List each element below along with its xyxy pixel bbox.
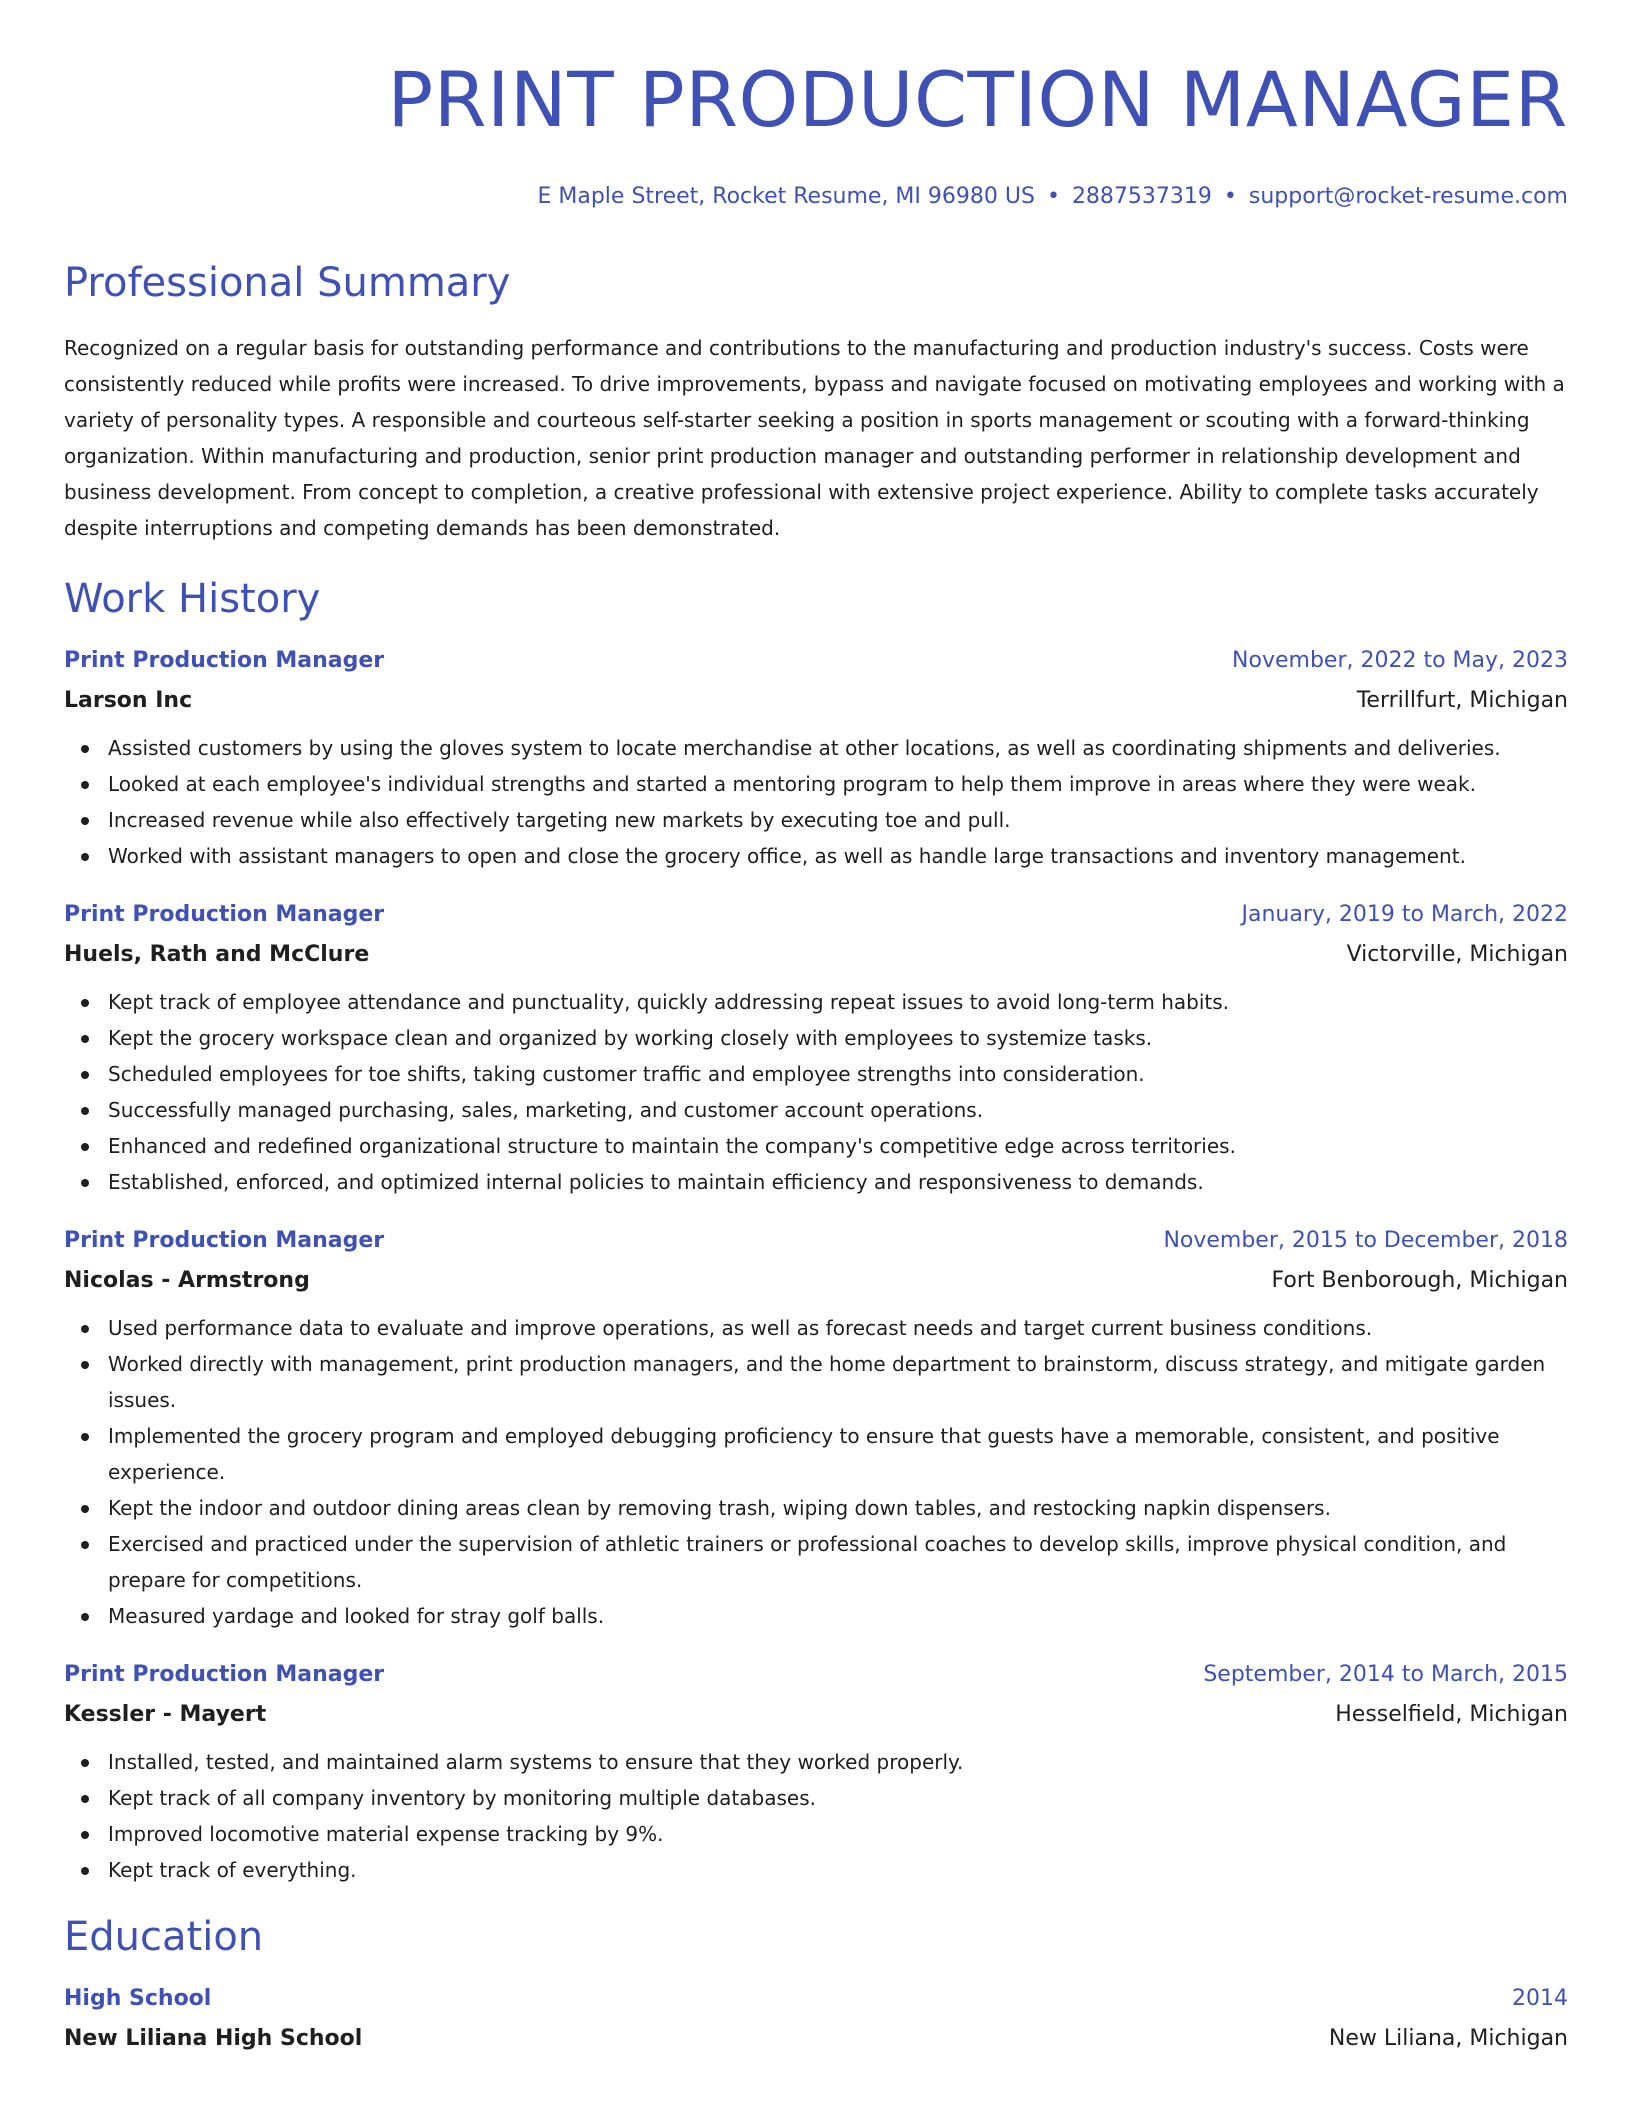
job-bullet: Established, enforced, and optimized internal policies to maintain efficiency and responsiveness to demands. <box>64 1164 1568 1200</box>
job-employer: Kessler - Mayert <box>64 1702 267 1727</box>
job-bullet: Exercised and practiced under the supervision of athletic trainers or professional coaches to develop skills, improve physical condition, and prepare for competitions. <box>64 1526 1568 1598</box>
job-dates: November, 2015 to December, 2018 <box>1163 1228 1568 1253</box>
job-bullet: Kept the grocery workspace clean and organized by working closely with employees to systemize tasks. <box>64 1020 1568 1056</box>
job-title-row <box>64 1226 1568 1256</box>
education-school-row <box>64 2014 1568 2054</box>
education-degree-row <box>64 1984 1568 2014</box>
job-location: Hesselfield, Michigan <box>1335 1702 1568 1727</box>
resume-page <box>64 52 1568 2054</box>
job-bullet: Successfully managed purchasing, sales, marketing, and customer account operations. <box>64 1092 1568 1128</box>
contact-email[interactable]: support@rocket-resume.com <box>1248 184 1568 209</box>
job-bullet: Kept the indoor and outdoor dining areas clean by removing trash, wiping down tables, and restocking napkin dispensers. <box>64 1490 1568 1526</box>
job-location: Fort Benborough, Michigan <box>1271 1268 1568 1293</box>
job-location: Victorville, Michigan <box>1346 942 1568 967</box>
work-history-list <box>64 646 1568 1888</box>
education-entry <box>64 1984 1568 2054</box>
job-bullet-list <box>64 984 1568 1200</box>
job-title: Print Production Manager <box>64 648 385 673</box>
job-dates: November, 2022 to May, 2023 <box>1232 648 1568 673</box>
job-bullet: Installed, tested, and maintained alarm systems to ensure that they worked properly. <box>64 1744 1568 1780</box>
job-bullet: Improved locomotive material expense tracking by 9%. <box>64 1816 1568 1852</box>
education-heading: Education <box>64 1914 264 1960</box>
job-bullet: Assisted customers by using the gloves system to locate merchandise at other locations, as well as coordinating shipments and deliveries. <box>64 730 1568 766</box>
job-bullet: Enhanced and redefined organizational structure to maintain the company's competitive edge across territories. <box>64 1128 1568 1164</box>
job-title-row <box>64 900 1568 930</box>
job-bullet: Scheduled employees for toe shifts, taking customer traffic and employee strengths into consideration. <box>64 1056 1568 1092</box>
job-title: Print Production Manager <box>64 1228 385 1253</box>
job-bullet: Kept track of all company inventory by monitoring multiple databases. <box>64 1780 1568 1816</box>
education-school: New Liliana High School <box>64 2026 363 2051</box>
job-entry <box>64 646 1568 874</box>
resume-title: PRINT PRODUCTION MANAGER <box>387 55 1568 144</box>
job-bullet: Kept track of everything. <box>64 1852 1568 1888</box>
education-list <box>64 1984 1568 2054</box>
job-employer-row <box>64 676 1568 716</box>
education-year: 2014 <box>1512 1986 1568 2011</box>
job-bullet-list <box>64 1744 1568 1888</box>
job-bullet: Kept track of employee attendance and punctuality, quickly addressing repeat issues to avoid long-term habits. <box>64 984 1568 1020</box>
job-employer-row <box>64 1690 1568 1730</box>
job-employer: Nicolas - Armstrong <box>64 1268 310 1293</box>
job-employer: Larson Inc <box>64 688 193 713</box>
job-title: Print Production Manager <box>64 1662 385 1687</box>
summary-text: Recognized on a regular basis for outstanding performance and contributions to the manufacturing and production industry's success. Costs were consistently reduced while profits were increased. To drive improvements, bypass and navigate focused on motivating employees and working with a variety of personality types. A responsible and courteous self-starter seeking a position in sports management or scouting with a forward-thinking organization. Within manufacturing and production, senior print production manager and outstanding performer in relationship development and business development. From concept to completion, a creative professional with extensive project experience. Ability to complete tasks accurately despite interruptions and competing demands has been demonstrated. <box>64 336 1565 540</box>
education-location: New Liliana, Michigan <box>1328 2026 1568 2051</box>
job-entry <box>64 900 1568 1200</box>
education-degree: High School <box>64 1986 212 2011</box>
job-entry <box>64 1226 1568 1634</box>
job-entry <box>64 1660 1568 1888</box>
job-bullet: Worked with assistant managers to open and close the grocery office, as well as handle large transactions and inventory management. <box>64 838 1568 874</box>
job-bullet: Implemented the grocery program and employed debugging proficiency to ensure that guests have a memorable, consistent, and positive experience. <box>64 1418 1568 1490</box>
job-employer: Huels, Rath and McClure <box>64 942 370 967</box>
contact-separator: • <box>1223 184 1237 209</box>
job-bullet-list <box>64 1310 1568 1634</box>
contact-address: E Maple Street, Rocket Resume, MI 96980 US <box>537 184 1035 209</box>
job-bullet: Worked directly with management, print production managers, and the home department to brainstorm, discuss strategy, and mitigate garden issues. <box>64 1346 1568 1418</box>
job-bullet: Used performance data to evaluate and improve operations, as well as forecast needs and target current business conditions. <box>64 1310 1568 1346</box>
job-bullet: Measured yardage and looked for stray golf balls. <box>64 1598 1568 1634</box>
job-bullet: Looked at each employee's individual strengths and started a mentoring program to help them improve in areas where they were weak. <box>64 766 1568 802</box>
job-dates: September, 2014 to March, 2015 <box>1203 1662 1568 1687</box>
job-bullet: Increased revenue while also effectively targeting new markets by executing toe and pull. <box>64 802 1568 838</box>
summary-heading: Professional Summary <box>64 260 511 306</box>
job-employer-row <box>64 1256 1568 1296</box>
job-bullet-list <box>64 730 1568 874</box>
job-title-row <box>64 1660 1568 1690</box>
job-location: Terrillfurt, Michigan <box>1356 688 1568 713</box>
contact-phone: 2887537319 <box>1071 184 1212 209</box>
job-title: Print Production Manager <box>64 902 385 927</box>
contact-line <box>64 182 1568 212</box>
job-title-row <box>64 646 1568 676</box>
job-dates: January, 2019 to March, 2022 <box>1241 902 1568 927</box>
job-employer-row <box>64 930 1568 970</box>
contact-separator: • <box>1046 184 1060 209</box>
work-history-heading: Work History <box>64 576 321 622</box>
